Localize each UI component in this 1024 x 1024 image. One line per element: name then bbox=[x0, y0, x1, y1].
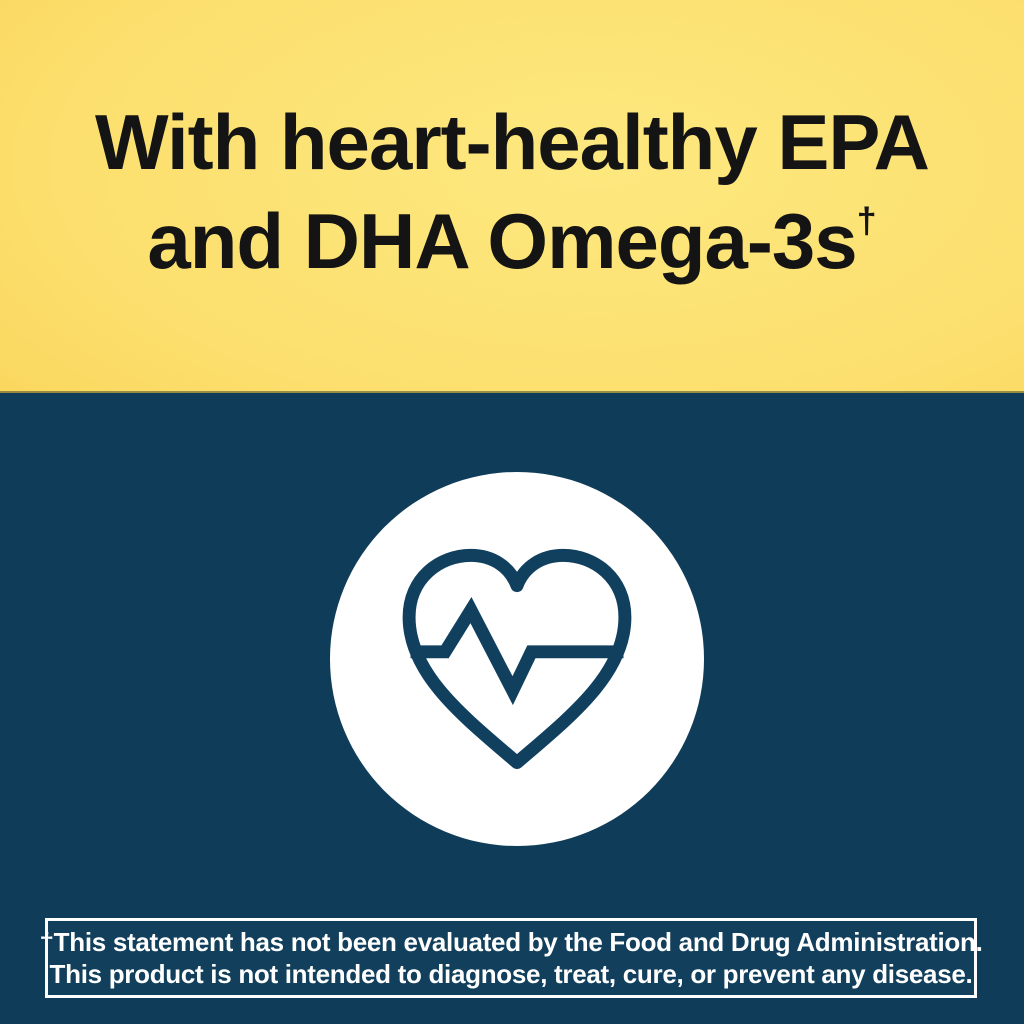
heart-pulse-icon bbox=[372, 518, 662, 800]
disclaimer-line-2: This product is not intended to diagnose, treat, cure, or prevent any disease. bbox=[49, 959, 973, 989]
headline-line-2-text: and DHA Omega-3s bbox=[147, 196, 857, 285]
headline-banner bbox=[0, 0, 1024, 393]
headline-line-2 bbox=[95, 192, 929, 291]
heart-pulse-badge bbox=[330, 472, 704, 846]
headline-text bbox=[95, 93, 929, 301]
dagger-footnote-marker: † bbox=[856, 199, 877, 241]
headline-line-1: With heart-healthy EPA bbox=[95, 97, 929, 186]
navy-section bbox=[0, 393, 1024, 1024]
disclaimer-line-1: †This statement has not been evaluated by the Food and Drug Administration. bbox=[39, 927, 983, 957]
fda-disclaimer-box bbox=[39, 918, 983, 998]
